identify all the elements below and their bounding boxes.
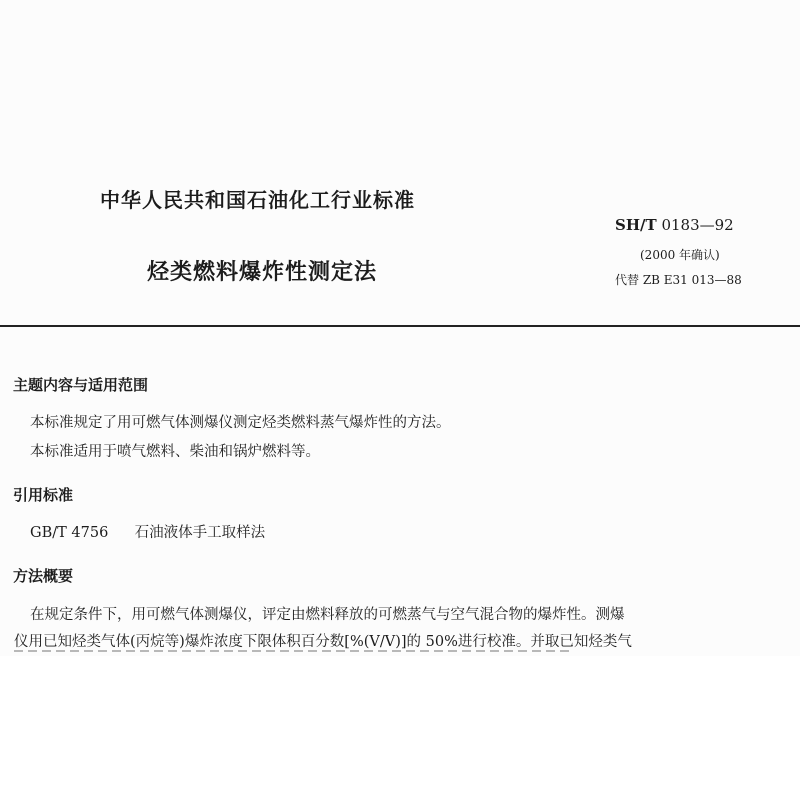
standard-title: 烃类燃料爆炸性测定法 [147, 260, 378, 285]
method-line-2: 仪用已知烃类气体(丙烷等)爆炸浓度下限体积百分数[%(V/V)]的 50%进行校准。并取已知烃类气 [14, 634, 632, 650]
standard-number [615, 216, 734, 234]
section-heading-method: 方法概要 [13, 567, 74, 585]
confirmation-note: (2000 年确认) [640, 248, 720, 262]
issuing-body-title: 中华人民共和国石油化工行业标准 [100, 188, 415, 212]
page-crop-blank-area [0, 656, 800, 800]
reference-item [30, 521, 265, 542]
standard-number-prefix: SH/T [615, 216, 657, 234]
section-heading-references [13, 484, 73, 505]
references-heading-text: 引用标准 [13, 486, 74, 504]
method-line-1: 在规定条件下，用可燃气体测爆仪，评定由燃料释放的可燃蒸气与空气混合物的爆炸性。测爆 [30, 607, 625, 623]
section-heading-scope: 主题内容与适用范围 [13, 376, 149, 394]
standard-number-value: 0183—92 [661, 216, 734, 234]
header-divider [0, 325, 800, 327]
replaces-note: 代替 ZB E31 013—88 [615, 273, 742, 287]
reference-code: GB/T 4756 [30, 525, 109, 541]
cropped-line-remnant [14, 650, 574, 652]
scope-paragraph-2: 本标准适用于喷气燃料、柴油和锅炉燃料等。 [30, 444, 320, 460]
scope-paragraph-1: 本标准规定了用可燃气体测爆仪测定烃类燃料蒸气爆炸性的方法。 [30, 415, 451, 431]
reference-text: 石油液体手工取样法 [134, 525, 266, 541]
